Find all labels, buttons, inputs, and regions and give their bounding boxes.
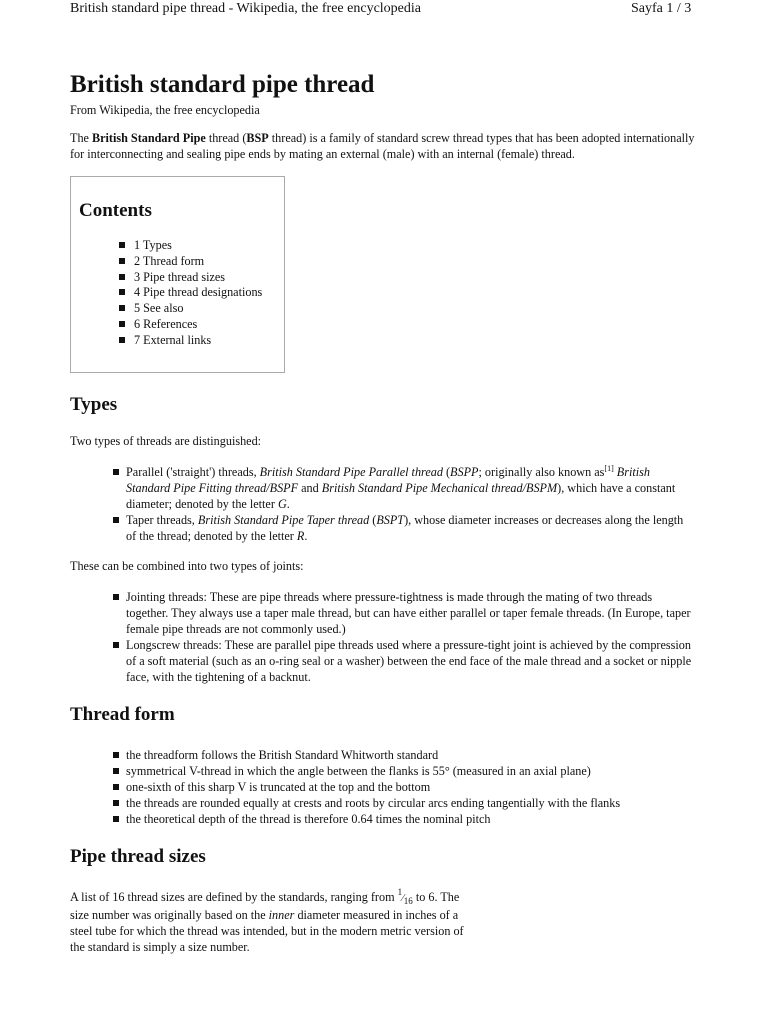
document-title: British standard pipe thread - Wikipedia, the free encyclopedia: [70, 1, 421, 16]
list-item: the theoretical depth of the thread is therefore 0.64 times the nominal pitch: [126, 811, 695, 827]
print-header: [0, 0, 768, 24]
toc-item-types[interactable]: 1 Types: [79, 237, 284, 253]
toc-item-pipe-thread-sizes[interactable]: 3 Pipe thread sizes: [79, 269, 284, 285]
types-intro: Two types of threads are distinguished:: [70, 434, 262, 448]
list-item-jointing: Jointing threads: These are pipe threads where pressure-tightness is made through the mating of two threads together. They always use a taper male thread, but can have either parallel or taper female threads. (In Europe, taper female pipe threads are not commonly used.): [126, 589, 695, 637]
sizes-paragraph: A list of 16 thread sizes are defined by the standards, ranging from $^1⁄_{16}$ to 6. The size number was originally based on the inner diameter measured in inches of a steel tube for which the thread was intended, but in the modern metric version of the standard is simply a size number.: [70, 887, 464, 954]
joint-types-list: [70, 589, 695, 685]
list-item: the threadform follows the British Standard Whitworth standard: [126, 747, 695, 763]
list-item: symmetrical V-thread in which the angle between the flanks is 55° (measured in an axial plane): [126, 763, 695, 779]
page-subtitle: From Wikipedia, the free encyclopedia: [70, 103, 260, 117]
joints-intro: These can be combined into two types of joints:: [70, 559, 304, 573]
list-item: one-sixth of this sharp V is truncated at the top and the bottom: [126, 779, 695, 795]
list-item-longscrew: Longscrew threads: These are parallel pipe threads used where a pressure-tight joint is achieved by the compression of a soft material (such as an o-ring seal or a washer) between the end face of the male thread and a socket or nipple face, with the tightening of a backnut.: [126, 637, 695, 685]
toc-item-thread-form[interactable]: 2 Thread form: [79, 253, 284, 269]
toc-item-see-also[interactable]: 5 See also: [79, 300, 284, 316]
page-title: British standard pipe thread: [70, 71, 375, 98]
table-of-contents: [70, 176, 285, 373]
list-item-parallel: Parallel ('straight') threads, British Standard Pipe Parallel thread (BSPP; originally also known as[1] British Standard Pipe Fitting thread/BSPF and British Standard Pipe Mechanical thread/BSPM), which have a constant diameter; denoted by the letter G.: [126, 464, 695, 512]
list-item-taper: Taper threads, British Standard Pipe Taper thread (BSPT), whose diameter increases or decreases along the length of the thread; denoted by the letter R.: [126, 512, 695, 544]
intro-paragraph: The British Standard Pipe thread (BSP thread) is a family of standard screw thread types that has been adopted internationally for interconnecting and sealing pipe ends by mating an external (male) with an internal (female) thread.: [70, 131, 695, 161]
toc-title: Contents: [79, 200, 152, 221]
section-heading-types: Types: [70, 394, 118, 415]
page-indicator: Sayfa 1 / 3: [631, 1, 692, 16]
section-heading-thread-form: Thread form: [70, 704, 175, 725]
toc-item-external-links[interactable]: 7 External links: [79, 332, 284, 348]
fraction: $^1⁄_{16}$: [397, 887, 413, 906]
list-item: the threads are rounded equally at crests and roots by circular arcs ending tangentially with the flanks: [126, 795, 695, 811]
toc-item-pipe-thread-designations[interactable]: 4 Pipe thread designations: [79, 284, 284, 300]
thread-types-list: [70, 464, 695, 544]
section-heading-pipe-thread-sizes: Pipe thread sizes: [70, 846, 206, 867]
reference-link[interactable]: [1]: [604, 464, 614, 473]
toc-list: [79, 237, 284, 348]
thread-form-list: [70, 747, 695, 827]
toc-item-references[interactable]: 6 References: [79, 316, 284, 332]
article: [70, 70, 695, 955]
